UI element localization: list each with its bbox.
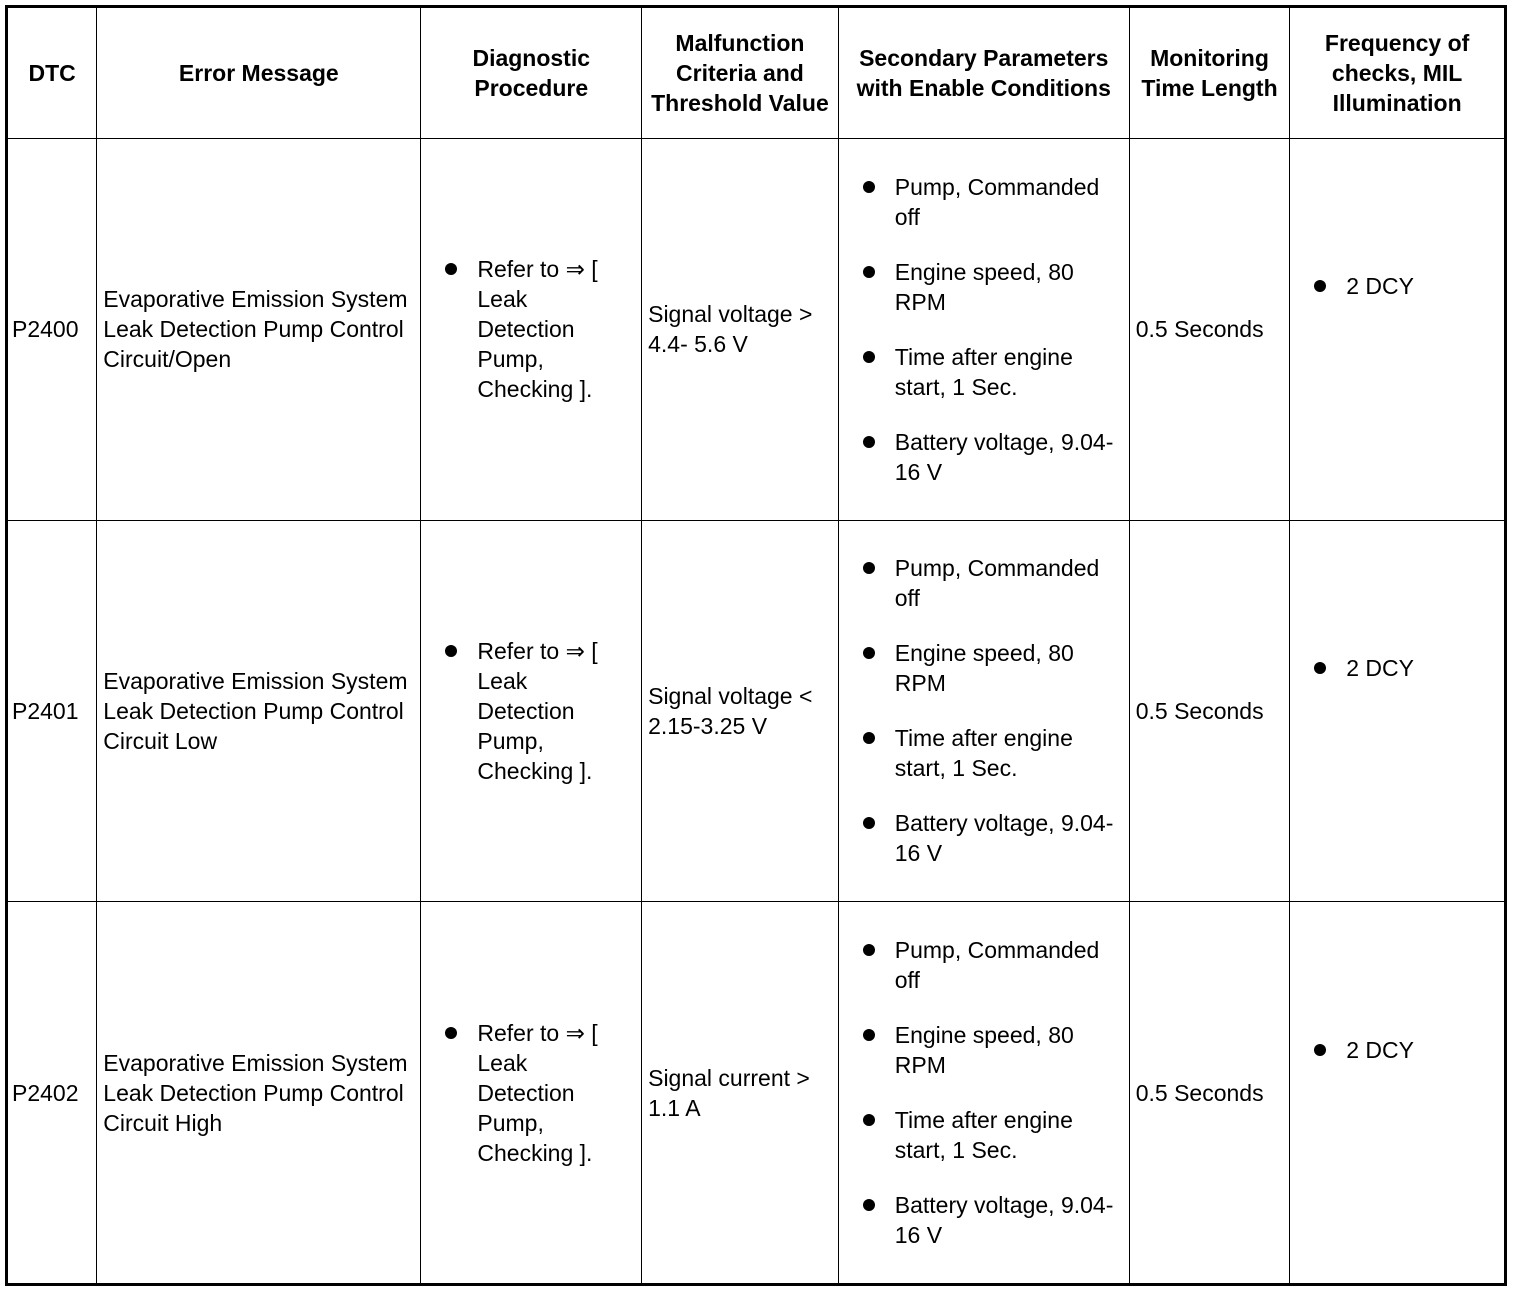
malfunction-criteria: Signal voltage < 2.15-3.25 V xyxy=(642,520,839,902)
bullet-icon xyxy=(1314,280,1326,292)
bullet-icon xyxy=(445,1027,457,1039)
bullet-icon xyxy=(863,732,875,744)
frequency-list xyxy=(1296,1035,1498,1065)
parameter-text: Pump, Commanded off xyxy=(894,937,1100,994)
table-row xyxy=(7,902,1506,1285)
header-monitoring-time: Monitoring Time Length xyxy=(1129,7,1290,139)
bullet-icon xyxy=(863,436,875,448)
parameter-text: Engine speed, 80 RPM xyxy=(894,1022,1074,1079)
bullet-icon xyxy=(863,181,875,193)
parameter-list xyxy=(845,553,1123,868)
procedure-list xyxy=(427,1018,635,1168)
bullet-icon xyxy=(863,647,875,659)
secondary-parameters xyxy=(838,139,1129,521)
list-item xyxy=(845,342,1123,402)
header-row xyxy=(7,7,1506,139)
parameter-text: Time after engine start, 1 Sec. xyxy=(894,725,1073,782)
secondary-parameters xyxy=(838,902,1129,1285)
parameter-text: Pump, Commanded off xyxy=(894,555,1100,612)
procedure-text: Refer to ⇒ [ Leak Detection Pump, Checking ]. xyxy=(477,256,598,403)
header-malfunction-criteria: Malfunction Criteria and Threshold Value xyxy=(642,7,839,139)
list-item xyxy=(1296,653,1498,683)
diagnostic-procedure xyxy=(421,520,642,902)
frequency-text: 2 DCY xyxy=(1346,1036,1414,1063)
procedure-text: Refer to ⇒ [ Leak Detection Pump, Checking ]. xyxy=(477,637,598,784)
list-item xyxy=(1296,1035,1498,1065)
list-item xyxy=(845,1105,1123,1165)
table-row xyxy=(7,139,1506,521)
bullet-icon xyxy=(863,944,875,956)
list-item xyxy=(845,1020,1123,1080)
table-body xyxy=(7,139,1506,1285)
table-row xyxy=(7,520,1506,902)
bullet-icon xyxy=(1314,1044,1326,1056)
parameter-text: Battery voltage, 9.04-16 V xyxy=(894,810,1114,867)
procedure-list xyxy=(427,636,635,786)
dtc-code: P2402 xyxy=(7,902,97,1285)
parameter-text: Time after engine start, 1 Sec. xyxy=(894,343,1073,400)
list-item xyxy=(1296,271,1498,301)
bullet-icon xyxy=(863,1199,875,1211)
bullet-icon xyxy=(863,817,875,829)
frequency xyxy=(1290,139,1506,521)
list-item xyxy=(845,257,1123,317)
header-error-message: Error Message xyxy=(97,7,421,139)
bullet-icon xyxy=(863,351,875,363)
list-item xyxy=(845,1190,1123,1250)
error-message: Evaporative Emission System Leak Detection Pump Control Circuit Low xyxy=(97,520,421,902)
parameter-text: Battery voltage, 9.04-16 V xyxy=(894,1192,1114,1249)
table-header xyxy=(7,7,1506,139)
list-item xyxy=(427,254,635,404)
bullet-icon xyxy=(863,1114,875,1126)
parameter-list xyxy=(845,935,1123,1250)
bullet-icon xyxy=(445,645,457,657)
frequency-text: 2 DCY xyxy=(1346,654,1414,681)
header-secondary-parameters: Secondary Parameters with Enable Conditions xyxy=(838,7,1129,139)
diagnostic-procedure xyxy=(421,139,642,521)
dtc-code: P2400 xyxy=(7,139,97,521)
header-diagnostic-procedure: Diagnostic Procedure xyxy=(421,7,642,139)
dtc-table xyxy=(5,5,1507,1286)
list-item xyxy=(845,553,1123,613)
monitoring-time: 0.5 Seconds xyxy=(1129,520,1290,902)
parameter-list xyxy=(845,172,1123,487)
list-item xyxy=(845,427,1123,487)
bullet-icon xyxy=(863,266,875,278)
bullet-icon xyxy=(863,562,875,574)
frequency-text: 2 DCY xyxy=(1346,273,1414,300)
error-message: Evaporative Emission System Leak Detection Pump Control Circuit High xyxy=(97,902,421,1285)
parameter-text: Battery voltage, 9.04-16 V xyxy=(894,428,1114,485)
list-item xyxy=(845,172,1123,232)
parameter-text: Pump, Commanded off xyxy=(894,173,1100,230)
frequency-list xyxy=(1296,653,1498,683)
bullet-icon xyxy=(863,1029,875,1041)
procedure-text: Refer to ⇒ [ Leak Detection Pump, Checking ]. xyxy=(477,1019,598,1166)
bullet-icon xyxy=(1314,662,1326,674)
malfunction-criteria: Signal voltage > 4.4- 5.6 V xyxy=(642,139,839,521)
list-item xyxy=(845,808,1123,868)
list-item xyxy=(845,723,1123,783)
header-frequency: Frequency of checks, MIL Illumination xyxy=(1290,7,1506,139)
frequency xyxy=(1290,520,1506,902)
list-item xyxy=(845,935,1123,995)
parameter-text: Engine speed, 80 RPM xyxy=(894,258,1074,315)
error-message: Evaporative Emission System Leak Detection Pump Control Circuit/Open xyxy=(97,139,421,521)
parameter-text: Time after engine start, 1 Sec. xyxy=(894,1107,1073,1164)
frequency xyxy=(1290,902,1506,1285)
procedure-list xyxy=(427,254,635,404)
list-item xyxy=(427,636,635,786)
malfunction-criteria: Signal current > 1.1 A xyxy=(642,902,839,1285)
header-dtc: DTC xyxy=(7,7,97,139)
monitoring-time: 0.5 Seconds xyxy=(1129,902,1290,1285)
parameter-text: Engine speed, 80 RPM xyxy=(894,640,1074,697)
frequency-list xyxy=(1296,271,1498,301)
list-item xyxy=(427,1018,635,1168)
monitoring-time: 0.5 Seconds xyxy=(1129,139,1290,521)
dtc-code: P2401 xyxy=(7,520,97,902)
secondary-parameters xyxy=(838,520,1129,902)
list-item xyxy=(845,638,1123,698)
diagnostic-procedure xyxy=(421,902,642,1285)
bullet-icon xyxy=(445,263,457,275)
